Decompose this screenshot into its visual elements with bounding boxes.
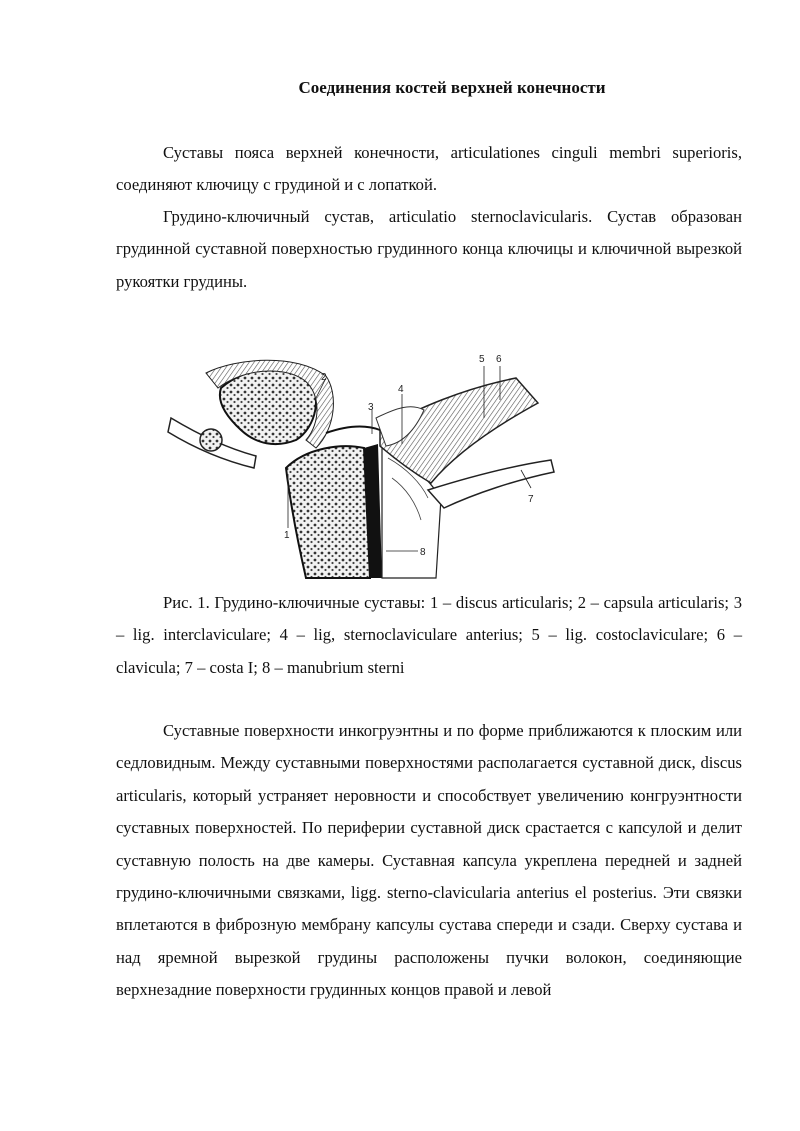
sternoclavicular-joint-figure [166, 348, 558, 582]
paragraph-articular-surfaces: Суставные поверхности инкогруэнтны и по форме приближаются к плоским или седловидным. Между суставными поверхностями располагается суставной диск, discus articularis, который устраняет неровности и способствует увеличению конгруэнтности суставных поверхностей. По периферии суставной диск срастается с капсулой и делит суставную полость на две камеры. Суставная капсула укреплена передней и задней грудино-ключичными связками, ligg. sterno-clavicularia anterius el posterius. Эти связки вплетаются в фиброзную мембрану капсулы сустава спереди и сзади. Сверху сустава и над яремной вырезкой грудины расположены пучки волокон, соединяющие верхнезадние поверхности грудинных концов правой и левой [116, 721, 742, 1000]
paragraph-sternoclavicular-joint: Грудино-ключичный сустав, articulatio sternoclavicularis. Сустав образован грудинной суставной поверхностью грудинного конца ключицы и ключичной вырезкой рукоятки грудины. [116, 207, 742, 291]
paragraph-shoulder-girdle-joints: Суставы пояса верхней конечности, articulationes cinguli membri superioris, соединяют ключицу с грудиной и с лопаткой. [116, 143, 742, 195]
figure-label-5: 5 [479, 354, 485, 365]
figure-label-3: 3 [368, 402, 374, 413]
figure-label-7: 7 [528, 494, 534, 505]
figure-label-6: 6 [496, 354, 502, 365]
figure-label-4: 4 [398, 384, 404, 395]
figure-caption: Рис. 1. Грудино-ключичные суставы: 1 – discus articularis; 2 – capsula articularis; 3 – lig. interclaviculare; 4 – lig, sternoclaviculare anterius; 5 – lig. costoclaviculare; 6 – clavicula; 7 – costa I; 8 – manubrium sterni [116, 593, 742, 677]
figure-label-8: 8 [420, 547, 426, 558]
figure-label-2: 2 [321, 372, 327, 383]
anatomy-illustration [166, 348, 558, 582]
figure-label-1: 1 [284, 530, 290, 541]
page-title: Соединения костей верхней конечности [298, 78, 606, 97]
